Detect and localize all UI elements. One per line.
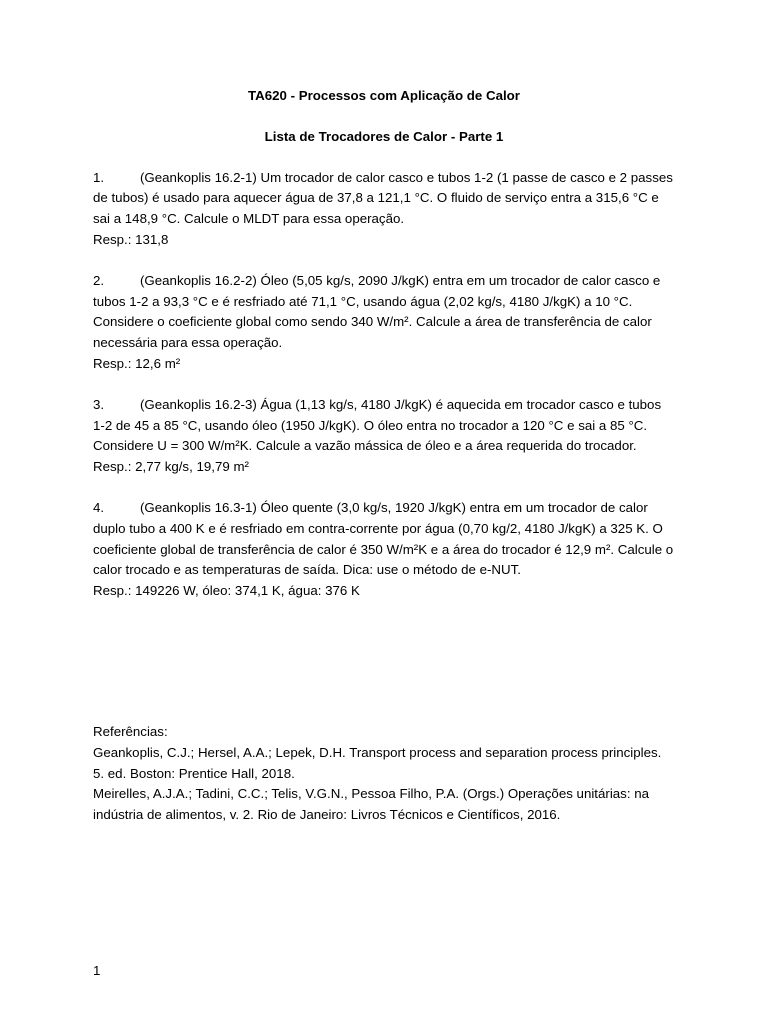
question-text: (Geankoplis 16.2-3) Água (1,13 kg/s, 4180 J/kgK) é aquecida em trocador casco e tubos 1-2 de 45 a 85 °C, usando óleo (1950 J/kgK). O óleo entra no trocador a 120 °C e sai a 85 °C. Considere U = 300 W/m²K. Calcule a vazão mássica de óleo e a área requerida do trocador. [93, 396, 662, 454]
question-number: 1. [93, 169, 105, 185]
question-answer: Resp.: 149226 W, óleo: 374,1 K, água: 376 K [93, 583, 360, 599]
question-text: (Geankoplis 16.2-2) Óleo (5,05 kg/s, 2090 J/kgK) entra em um trocador de calor casco e tubos 1-2 a 93,3 °C e é resfriado até 71,1 °C, usando água (2,02 kg/s, 4180 J/kgK) a 10 °C. Considere o coeficiente global como sendo 340 W/m². Calcule a área de transferência de calor necessária para essa operação. [93, 272, 661, 351]
question-number: 3. [93, 396, 105, 412]
reference-item: Meirelles, A.J.A.; Tadini, C.C.; Telis, V.G.N., Pessoa Filho, P.A. (Orgs.) Operações unitárias: na indústria de alimentos, v. 2. Rio de Janeiro: Livros Técnicos e Científicos, 2016. [93, 786, 649, 823]
question-answer: Resp.: 12,6 m² [93, 355, 181, 371]
question-text: (Geankoplis 16.3-1) Óleo quente (3,0 kg/s, 1920 J/kgK) entra em um trocador de calor duplo tubo a 400 K e é resfriado em contra-corrente por água (0,70 kg/2, 4180 J/kgK) a 325 K. O coeficiente global de transferência de calor é 350 W/m²K e a área do trocador é 12,9 m². Calcule o calor trocado e as temperaturas de saída. Dica: use o método de e-NUT. [93, 499, 674, 578]
question-text-block [93, 498, 675, 581]
references-heading: Referências: [93, 724, 168, 739]
question-answer: Resp.: 131,8 [93, 231, 169, 247]
question-text-block [93, 168, 675, 230]
document-body [93, 86, 675, 622]
question-item [93, 168, 675, 251]
question-item [93, 395, 675, 478]
reference-item: Geankoplis, C.J.; Hersel, A.A.; Lepek, D.H. Transport process and separation process principles. 5. ed. Boston: Prentice Hall, 2018. [93, 744, 662, 781]
question-number: 4. [93, 499, 105, 515]
question-list [93, 168, 675, 602]
question-answer: Resp.: 2,77 kg/s, 19,79 m² [93, 459, 249, 475]
question-text-block [93, 395, 675, 457]
question-text-block [93, 271, 675, 354]
document-subtitle: Lista de Trocadores de Calor - Parte 1 [264, 128, 504, 144]
page-number: 1 [93, 963, 101, 978]
question-item [93, 498, 675, 602]
question-text: (Geankoplis 16.2-1) Um trocador de calor casco e tubos 1-2 (1 passe de casco e 2 passes de tubos) é usado para aquecer água de 37,8 a 121,1 °C. O fluido de serviço entra a 315,6 °C e sai a 148,9 °C. Calcule o MLDT para essa operação. [93, 169, 673, 227]
question-number: 2. [93, 272, 105, 288]
document-title: TA620 - Processos com Aplicação de Calor [248, 88, 520, 103]
references-section [93, 722, 675, 826]
question-item [93, 271, 675, 375]
